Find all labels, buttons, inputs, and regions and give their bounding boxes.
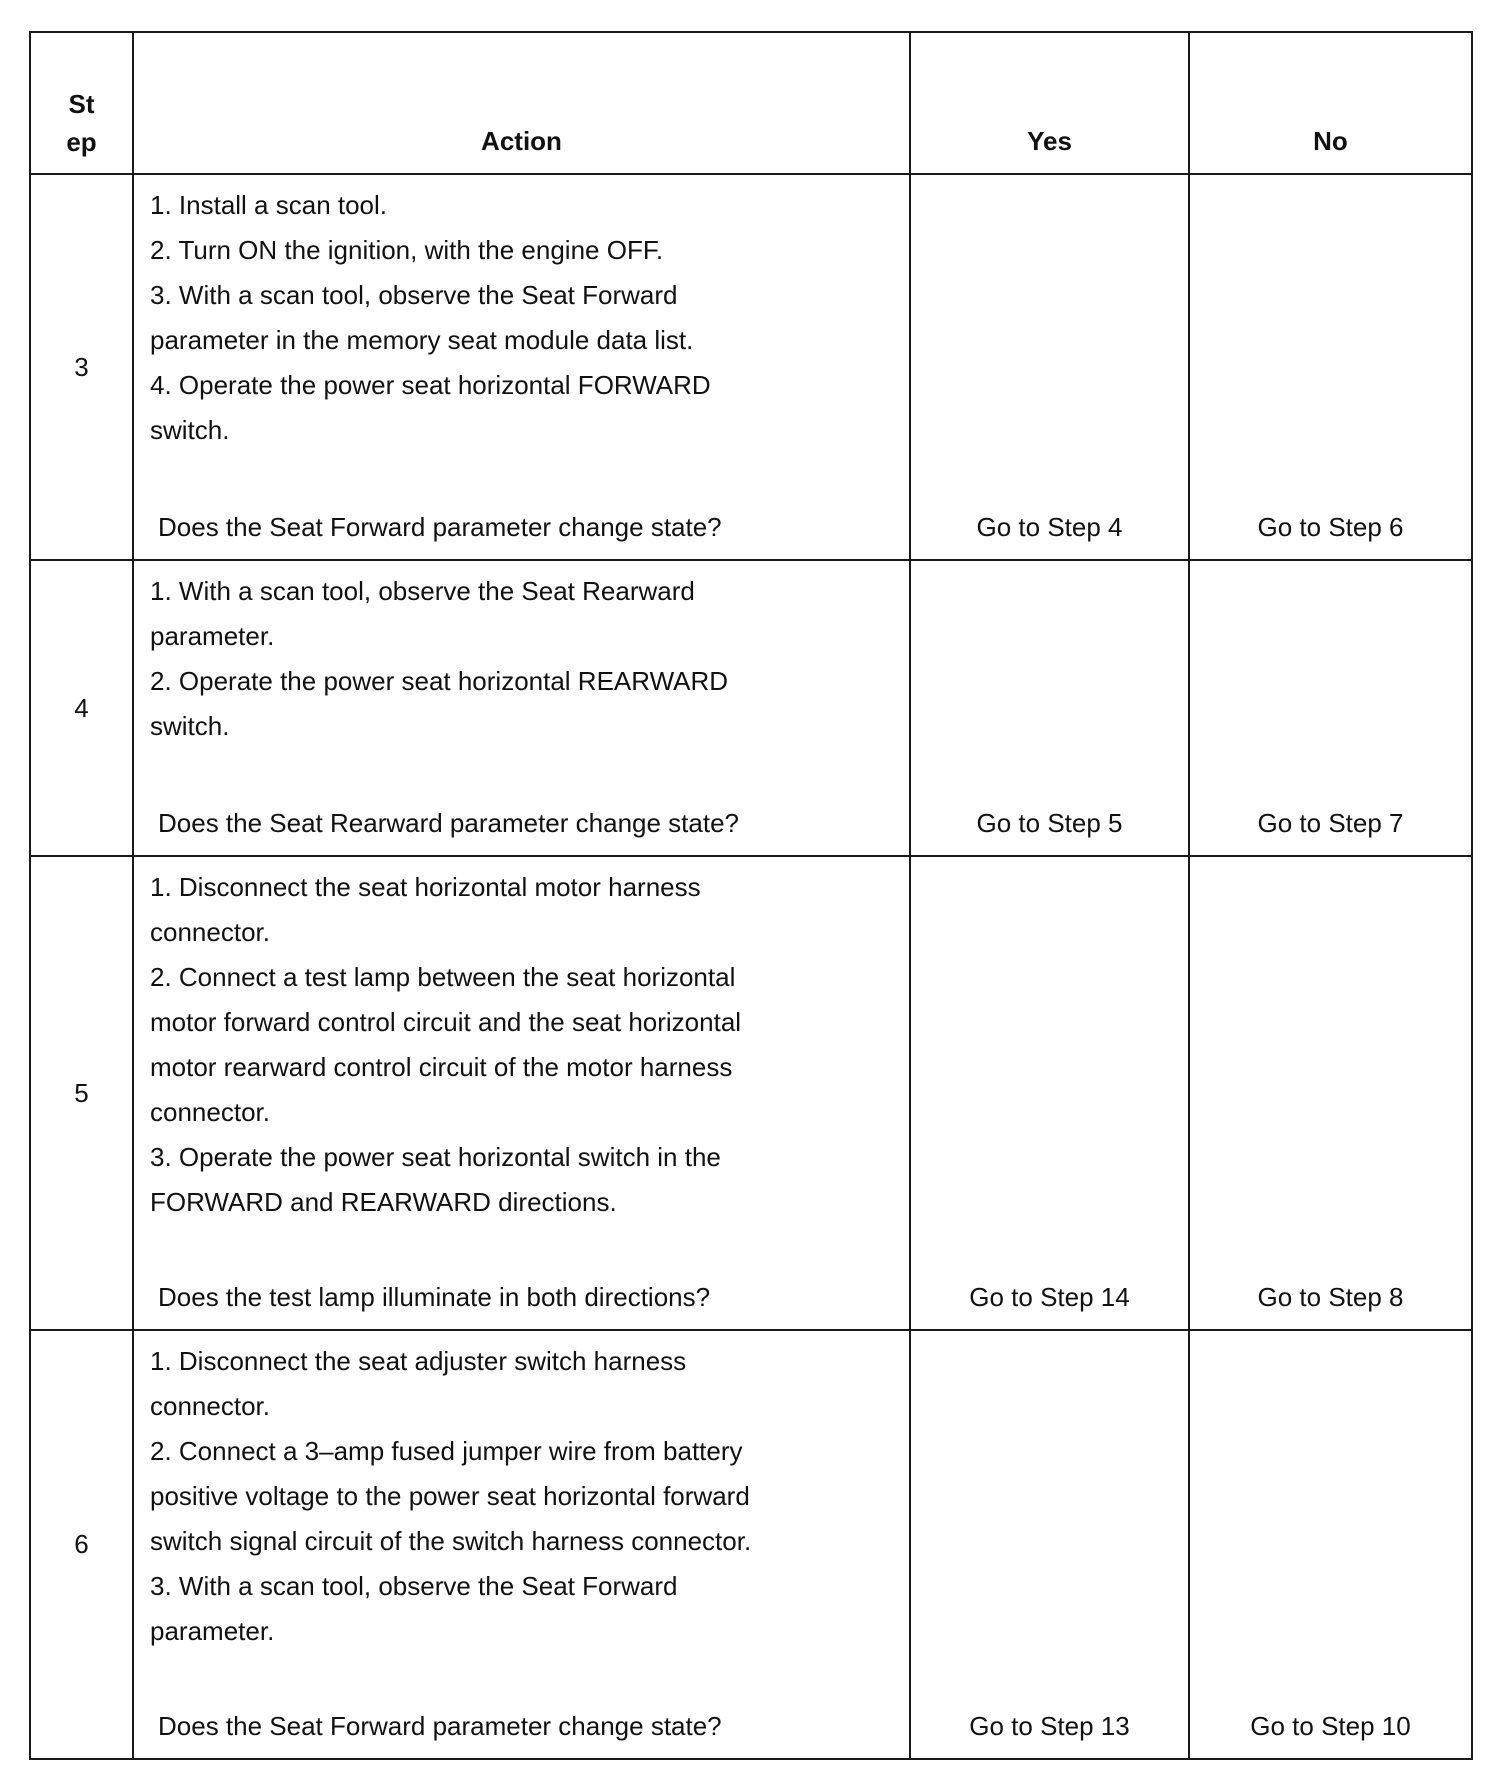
header-no: No: [1189, 32, 1472, 174]
action-cell: [133, 560, 910, 856]
action-line: switch.: [150, 415, 230, 445]
action-question: Does the Seat Forward parameter change state?: [158, 1711, 722, 1741]
action-steps: [150, 865, 899, 1225]
action-line: 1. Disconnect the seat horizontal motor harness: [150, 872, 701, 902]
action-line: positive voltage to the power seat horizontal forward: [150, 1481, 750, 1511]
yes-result: Go to Step 14: [910, 856, 1189, 1330]
action-line: connector.: [150, 1097, 270, 1127]
step-number: 6: [30, 1330, 133, 1759]
no-result: Go to Step 8: [1189, 856, 1472, 1330]
table-row: [30, 174, 1472, 560]
action-cell: [133, 1330, 910, 1759]
action-steps: [150, 1339, 899, 1654]
action-cell: [133, 856, 910, 1330]
header-yes: Yes: [910, 32, 1189, 174]
yes-result: Go to Step 13: [910, 1330, 1189, 1759]
action-line: 1. With a scan tool, observe the Seat Rearward: [150, 576, 695, 606]
action-question: Does the Seat Rearward parameter change state?: [158, 808, 740, 838]
action-line: 3. Operate the power seat horizontal switch in the: [150, 1142, 721, 1172]
action-line: motor forward control circuit and the seat horizontal: [150, 1007, 742, 1037]
action-line: motor rearward control circuit of the motor harness: [150, 1052, 733, 1082]
step-number: 5: [30, 856, 133, 1330]
action-line: 3. With a scan tool, observe the Seat Forward: [150, 280, 678, 310]
header-row: [30, 32, 1472, 174]
action-line: parameter in the memory seat module data list.: [150, 325, 694, 355]
action-line: 2. Connect a 3–amp fused jumper wire from battery: [150, 1436, 743, 1466]
step-number: 3: [30, 174, 133, 560]
action-line: switch.: [150, 711, 230, 741]
action-steps: [150, 569, 899, 749]
action-line: FORWARD and REARWARD directions.: [150, 1187, 617, 1217]
action-line: connector.: [150, 1391, 270, 1421]
action-question: Does the Seat Forward parameter change state?: [158, 512, 722, 542]
action-cell: [133, 174, 910, 560]
table-row: [30, 560, 1472, 856]
no-result: Go to Step 6: [1189, 174, 1472, 560]
action-steps: [150, 183, 899, 453]
action-line: 1. Disconnect the seat adjuster switch harness: [150, 1346, 687, 1376]
yes-result: Go to Step 5: [910, 560, 1189, 856]
action-question: Does the test lamp illuminate in both directions?: [158, 1282, 711, 1312]
action-line: connector.: [150, 917, 270, 947]
action-line: 2. Operate the power seat horizontal REARWARD: [150, 666, 729, 696]
no-result: Go to Step 7: [1189, 560, 1472, 856]
action-line: 1. Install a scan tool.: [150, 190, 388, 220]
action-line: parameter.: [150, 621, 275, 651]
table-row: [30, 856, 1472, 1330]
table-row: [30, 1330, 1472, 1759]
no-result: Go to Step 10: [1189, 1330, 1472, 1759]
action-line: switch signal circuit of the switch harness connector.: [150, 1526, 752, 1556]
diagnostic-table: [29, 31, 1473, 1760]
header-action: Action: [133, 32, 910, 174]
action-line: parameter.: [150, 1616, 275, 1646]
action-line: 4. Operate the power seat horizontal FORWARD: [150, 370, 711, 400]
yes-result: Go to Step 4: [910, 174, 1189, 560]
action-line: 3. With a scan tool, observe the Seat Forward: [150, 1571, 678, 1601]
header-step: St ep: [30, 32, 133, 174]
action-line: 2. Turn ON the ignition, with the engine OFF.: [150, 235, 664, 265]
step-number: 4: [30, 560, 133, 856]
action-line: 2. Connect a test lamp between the seat horizontal: [150, 962, 736, 992]
